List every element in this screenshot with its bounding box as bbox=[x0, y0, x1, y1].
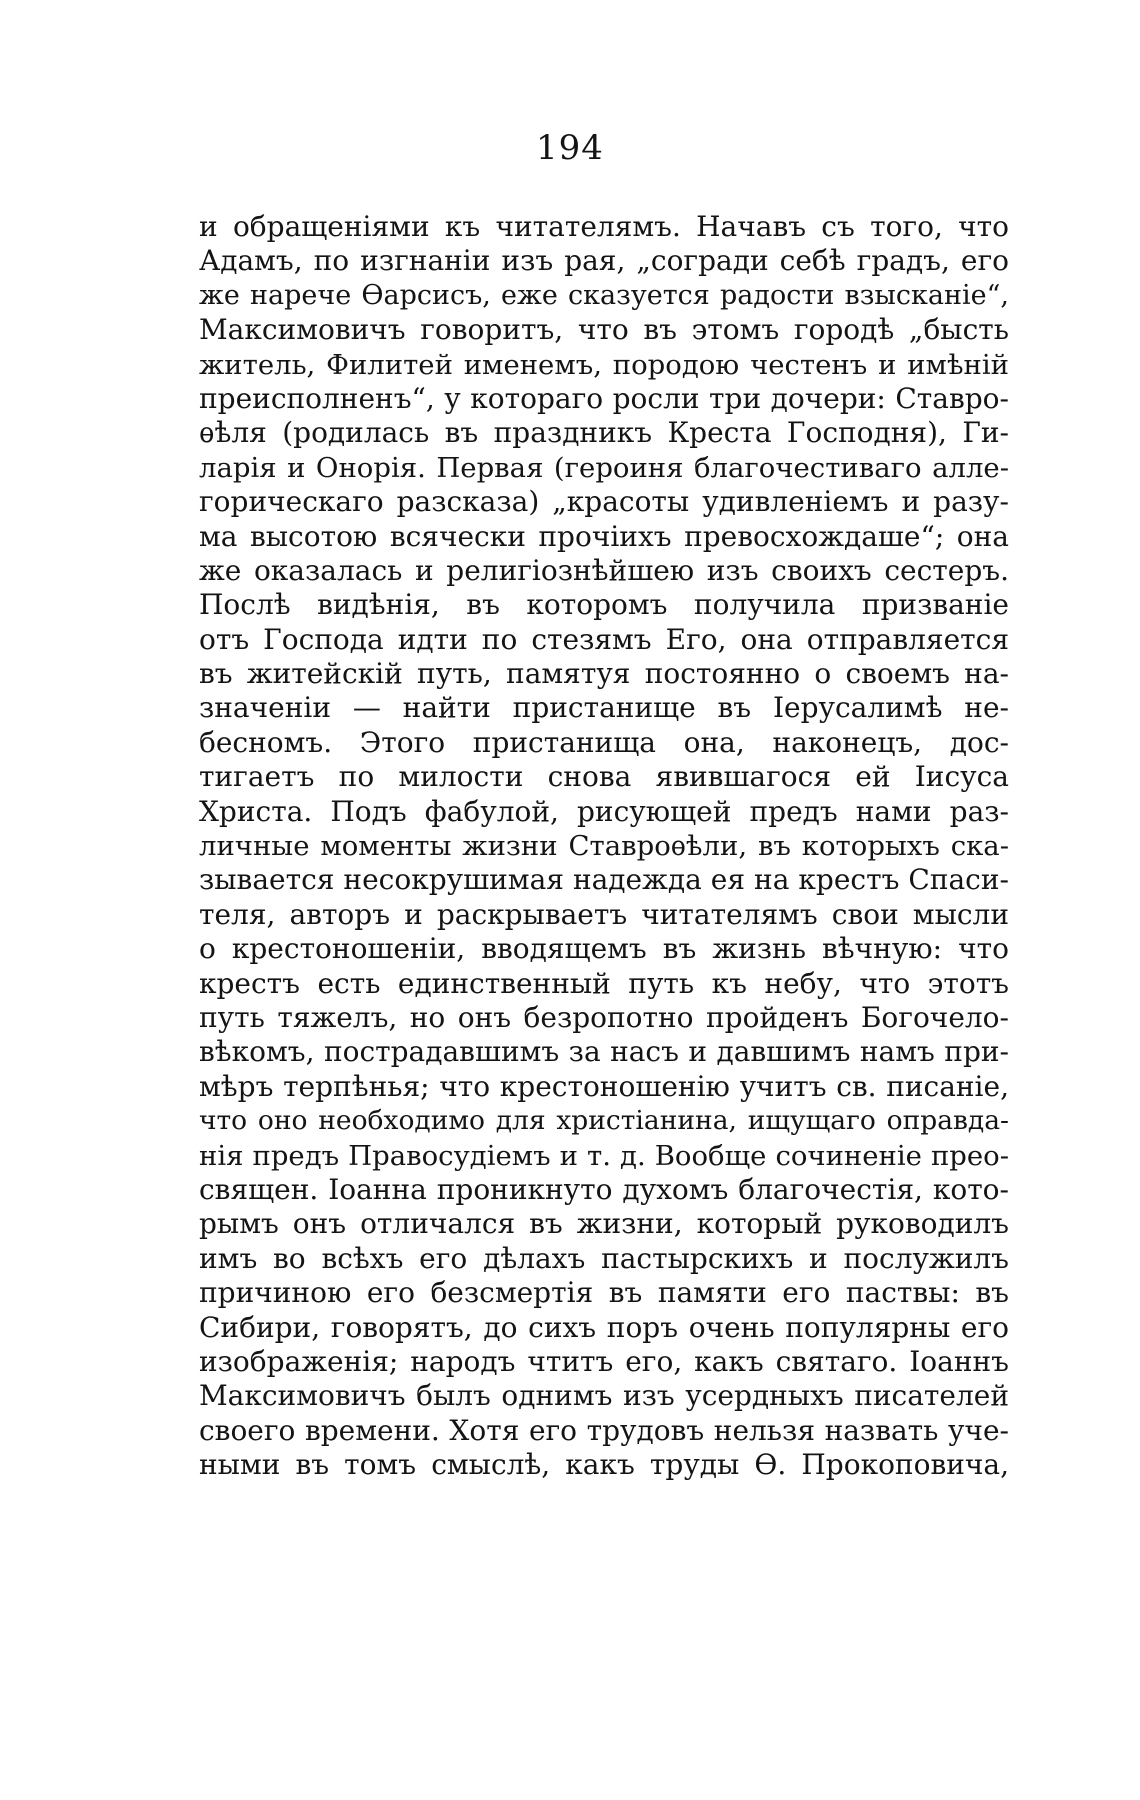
text-line: и обращеніями къ читателямъ. Начавъ съ того, что bbox=[199, 210, 1009, 243]
text-line: же нарече Ѳарсисъ, еже сказуется радости взысканіе“, bbox=[199, 279, 1009, 311]
text-line: путь тяжелъ, но онъ безропотно пройденъ Богочело- bbox=[199, 1000, 1009, 1034]
text-line: Адамъ, по изгнаніи изъ рая, „согради себѣ градъ, его bbox=[199, 244, 1009, 278]
text-line: значеніи — найти пристанище въ Іерусалимѣ не- bbox=[199, 691, 1009, 725]
text-line: ларія и Онорія. Первая (героиня благочестиваго алле- bbox=[199, 451, 1009, 484]
text-line: что оно необходимо для христіанина, ищущаго оправда- bbox=[199, 1105, 1009, 1137]
text-line: ѳѣля (родилась въ праздникъ Креста Господня), Ги- bbox=[199, 416, 1009, 450]
text-line: теля, авторъ и раскрываетъ читателямъ свои мысли bbox=[199, 897, 1009, 931]
text-line: зывается несокрушимая надежда ея на крестъ Спаси- bbox=[199, 863, 1009, 897]
text-line: Христа. Подъ фабулой, рисующей предъ нами раз- bbox=[199, 794, 1009, 828]
text-line: причиною его безсмертія въ памяти его паствы: въ bbox=[199, 1276, 1009, 1310]
text-line: своего времени. Хотя его трудовъ нельзя назвать уче- bbox=[199, 1413, 1009, 1447]
text-line: ными въ томъ смыслѣ, какъ труды Ѳ. Прокоповича, bbox=[199, 1448, 1009, 1482]
text-line: о крестоношеніи, вводящемъ въ жизнь вѣчную: что bbox=[199, 932, 1009, 966]
text-line: Максимовичъ говоритъ, что въ этомъ городѣ „бысть bbox=[199, 313, 1009, 347]
text-line: ма высотою всячески прочіихъ превосхождаше“; она bbox=[199, 519, 1009, 553]
text-line: же оказалась и религіознѣйшею изъ своихъ сестеръ. bbox=[199, 553, 1009, 587]
text-line: нія предъ Правосудіемъ и т. д. Вообще сочиненіе прео- bbox=[199, 1139, 1009, 1172]
text-line: отъ Господа идти по стезямъ Его, она отправляется bbox=[199, 622, 1009, 656]
text-line: изображенія; народъ чтитъ его, какъ святаго. Іоаннъ bbox=[199, 1344, 1009, 1378]
text-line: мѣръ терпѣнья; что крестоношенію учитъ св. писаніе, bbox=[199, 1069, 1009, 1103]
text-line: Максимовичъ былъ однимъ изъ усердныхъ писателей bbox=[199, 1379, 1009, 1413]
page-number: 194 bbox=[536, 128, 604, 168]
text-line: житель, Филитей именемъ, породою честенъ и имѣній bbox=[199, 348, 1009, 381]
body-text bbox=[199, 210, 1009, 1482]
text-line: имъ во всѣхъ его дѣлахъ пастырскихъ и послужилъ bbox=[199, 1241, 1009, 1275]
text-line: горическаго разсказа) „красоты удивленіемъ и разу- bbox=[199, 485, 1009, 519]
text-line: священ. Іоанна проникнуто духомъ благочестія, кото- bbox=[199, 1172, 1009, 1206]
text-line: рымъ онъ отличался въ жизни, который руководилъ bbox=[199, 1207, 1009, 1241]
text-line: тигаетъ по милости снова явившагося ей Іисуса bbox=[199, 760, 1009, 794]
text-line: крестъ есть единственный путь къ небу, что этотъ bbox=[199, 966, 1009, 1000]
text-line: Послѣ видѣнія, въ которомъ получила призваніе bbox=[199, 588, 1009, 622]
text-line: вѣкомъ, пострадавшимъ за насъ и давшимъ намъ при- bbox=[199, 1035, 1009, 1069]
text-line: личные моменты жизни Ставроѳѣли, въ которыхъ ска- bbox=[199, 830, 1009, 863]
text-line: бесномъ. Этого пристанища она, наконецъ, дос- bbox=[199, 725, 1009, 759]
text-line: въ житейскій путь, памятуя постоянно о своемъ на- bbox=[199, 657, 1009, 691]
text-line: преисполненъ“, у котораго росли три дочери: Ставро- bbox=[199, 381, 1009, 415]
text-line: Сибири, говорятъ, до сихъ поръ очень популярны его bbox=[199, 1310, 1009, 1344]
